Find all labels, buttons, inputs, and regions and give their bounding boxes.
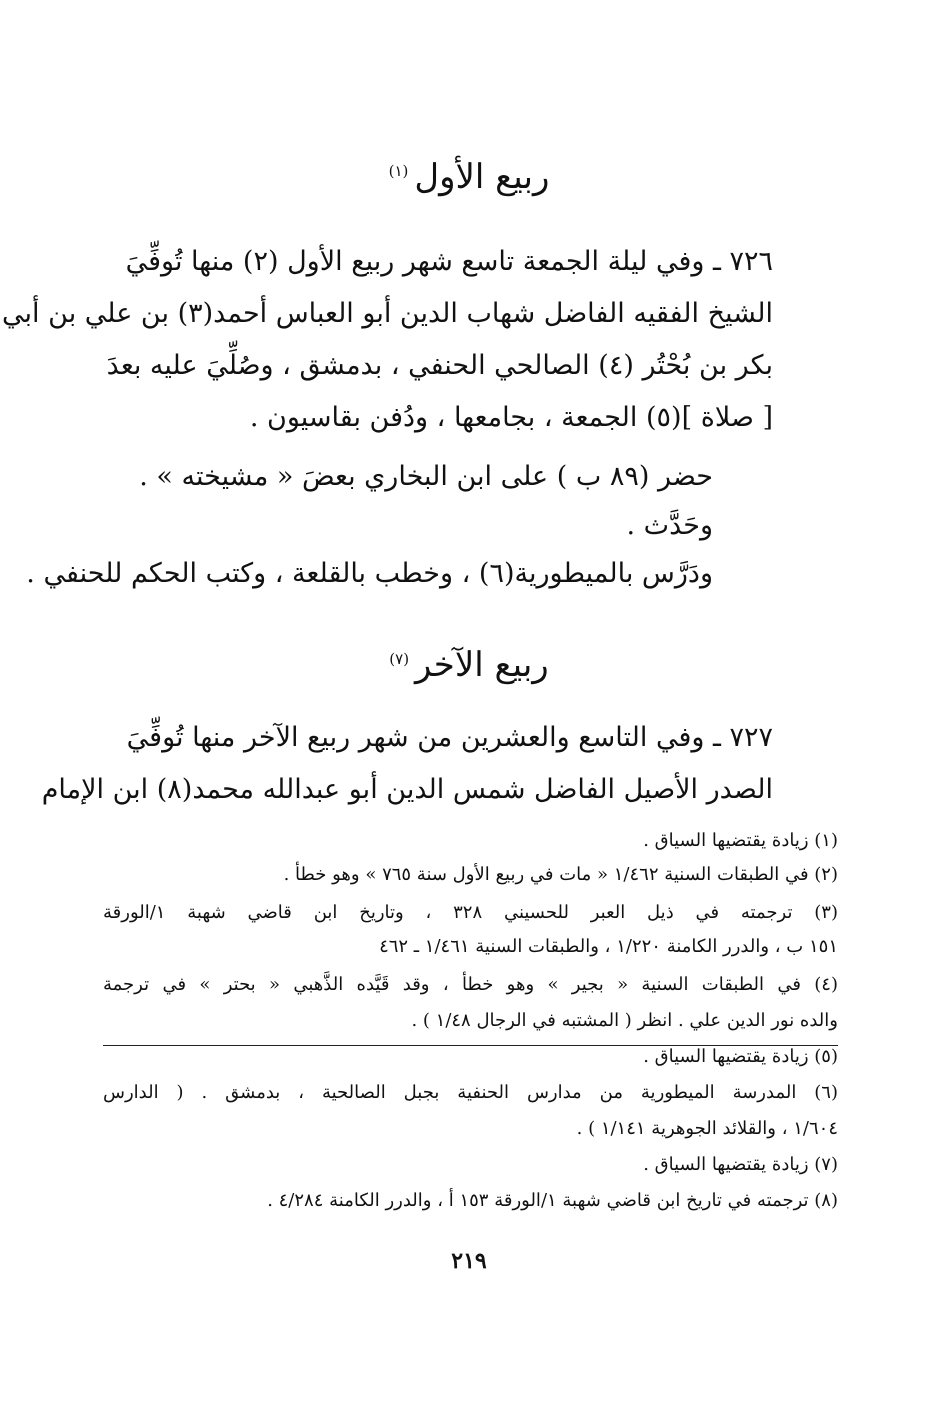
footnote-2: (٢) في الطبقات السنية ١/٤٦٢ « مات في ربيع الأول سنة ٧٦٥ » وهو خطأ . [283,864,838,885]
body-line-2: الشيخ الفقيه الفاضل شهاب الدين أبو العباس أحمد(٣) بن علي بن أبي [2,298,773,329]
footnote-4-line-1: (٤) في الطبقات السنية « بجير » وهو خطأ ، وقد قَيَّده الذَّهبي « بحتر » في ترجمة [103,974,838,995]
heading-text: ربيع الآخر [415,645,549,685]
body-line-1: ٧٢٦ ـ وفي ليلة الجمعة تاسع شهر ربيع الأول (٢) منها تُوفِّيَ [125,246,773,277]
body-line-4: [ صلاة ](٥) الجمعة ، بجامعها ، ودُفن بقاسيون . [249,402,773,433]
body-line-7: ودَرَّس بالميطورية(٦) ، وخطب بالقلعة ، وكتب الحكم للحنفي . [26,558,713,589]
body-line-9: الصدر الأصيل الفاضل شمس الدين أبو عبدالله محمد(٨) ابن الإمام [41,774,773,805]
footnote-3-line-2: ١٥١ ب ، والدرر الكامنة ١/٢٢٠ ، والطبقات السنية ١/٤٦١ ـ ٤٦٢ [379,936,838,957]
heading-note-ref: (٧) [389,649,410,668]
section-heading-rabi-al-akhir [0,645,938,685]
footnote-1: (١) زيادة يقتضيها السياق . [643,830,838,851]
heading-text: ربيع الأول [414,157,550,197]
body-line-3: بكر بن بُحْتُر (٤) الصالحي الحنفي ، بدمشق ، وصُلِّيَ عليه بعدَ [106,350,773,381]
heading-note-ref: (١) [388,161,409,180]
footnote-6-line-2: ١/٦٠٤ ، والقلائد الجوهرية ١/١٤١ ) . [576,1118,838,1139]
footnote-6-line-1: (٦) المدرسة الميطورية من مدارس الحنفية بجبل الصالحية ، بدمشق . ( الدارس [103,1082,838,1103]
footnote-7: (٧) زيادة يقتضيها السياق . [643,1154,838,1175]
footnote-8: (٨) ترجمته في تاريخ ابن قاضي شهبة ١/الورقة ١٥٣ أ ، والدرر الكامنة ٤/٢٨٤ . [267,1190,838,1211]
footnote-5: (٥) زيادة يقتضيها السياق . [643,1046,838,1067]
section-heading-rabi-al-awwal [0,157,938,197]
footnote-4-line-2: والده نور الدين علي . انظر ( المشتبه في الرجال ١/٤٨ ) . [411,1010,838,1031]
body-line-5: حضر (٨٩ ب ) على ابن البخاري بعضَ « مشيخته » . [139,461,713,492]
page-number: ٢١٩ [451,1248,487,1274]
footnote-3-line-1: (٣) ترجمته في ذيل العبر للحسيني ٣٢٨ ، وتاريخ ابن قاضي شهبة ١/الورقة [103,902,838,923]
body-line-6: وحَدَّث . [626,510,713,541]
body-line-8: ٧٢٧ ـ وفي التاسع والعشرين من شهر ربيع الآخر منها تُوفِّيَ [126,722,773,753]
